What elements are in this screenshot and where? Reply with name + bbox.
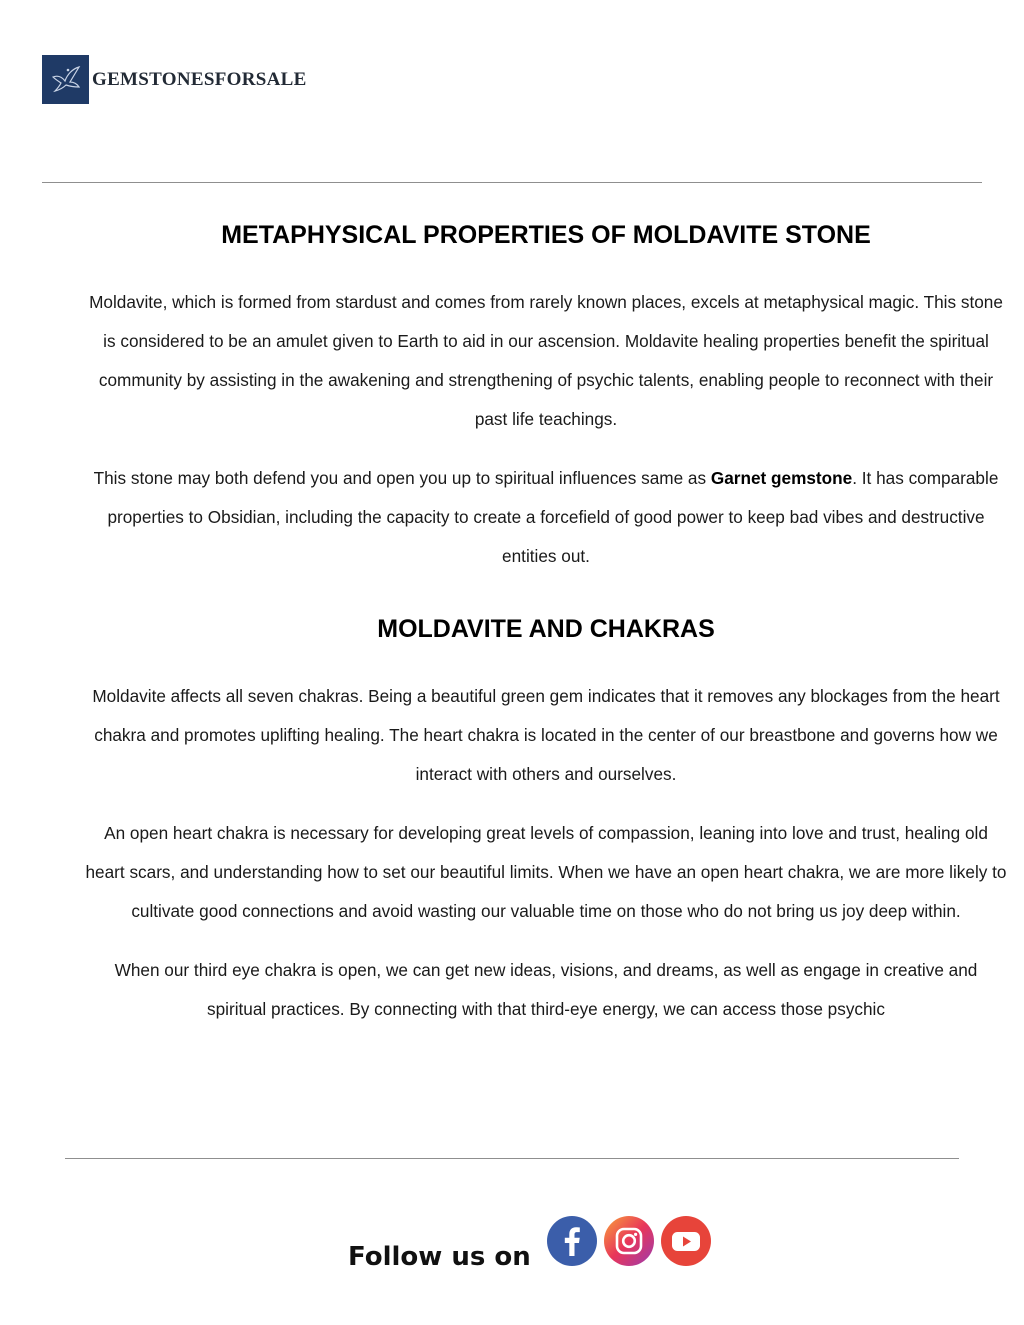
instagram-icon[interactable] bbox=[604, 1216, 654, 1266]
facebook-icon[interactable] bbox=[547, 1216, 597, 1266]
paragraph-text: . It has comparable properties to Obsidian, including the capacity to create a forcefield of good power to keep bad vibes and destructive entities out. bbox=[107, 468, 999, 566]
paragraph: Moldavite, which is formed from stardust and comes from rarely known places, excels at metaphysical magic. This stone is considered to be an amulet given to Earth to aid in our ascension. Moldavite healing properties benefit the spiritual community by assisting in the awakening and strengthening of psychic talents, enabling people to reconnect with their past life teachings. bbox=[89, 292, 1003, 429]
section-heading-chakras: MOLDAVITE AND CHAKRAS bbox=[377, 615, 715, 643]
paragraph: Moldavite affects all seven chakras. Being a beautiful green gem indicates that it removes any blockages from the heart chakra and promotes uplifting healing. The heart chakra is located in the center of our breastbone and governs how we interact with others and ourselves. bbox=[92, 686, 1000, 784]
header-divider bbox=[42, 182, 982, 183]
site-header bbox=[42, 55, 307, 104]
section-heading-metaphysical: METAPHYSICAL PROPERTIES OF MOLDAVITE STONE bbox=[221, 221, 871, 249]
youtube-icon[interactable] bbox=[661, 1216, 711, 1266]
social-footer bbox=[348, 1216, 718, 1272]
garnet-gemstone-link[interactable]: Garnet gemstone bbox=[710, 468, 853, 488]
paragraph-garnet bbox=[85, 459, 1007, 576]
brand-name: GEMSTONESFORSALE bbox=[92, 68, 307, 90]
footer-divider bbox=[65, 1158, 959, 1159]
dove-logo-icon[interactable] bbox=[42, 55, 89, 104]
article-body bbox=[85, 218, 1007, 1049]
follow-us-label: Follow us on bbox=[348, 1242, 531, 1272]
paragraph: When our third eye chakra is open, we can get new ideas, visions, and dreams, as well as engage in creative and spiritual practices. By connecting with that third-eye energy, we can access those psychic bbox=[114, 960, 978, 1019]
paragraph-text: This stone may both defend you and open you up to spiritual influences same as bbox=[93, 468, 711, 488]
paragraph: An open heart chakra is necessary for developing great levels of compassion, leaning into love and trust, healing old heart scars, and understanding how to set our beautiful limits. When we have an open heart chakra, we are more likely to cultivate good connections and avoid wasting our valuable time on those who do not bring us joy deep within. bbox=[85, 823, 1007, 921]
